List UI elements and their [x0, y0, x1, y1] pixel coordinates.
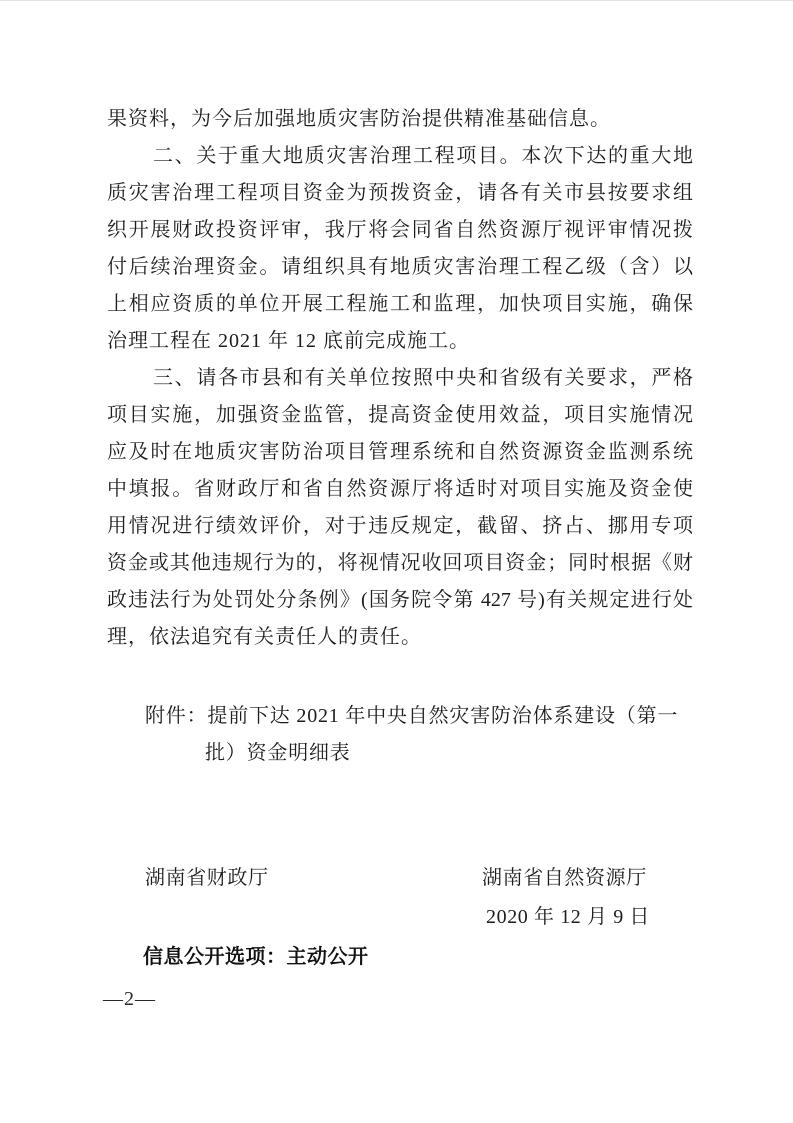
body-line: 中填报。省财政厅和省自然资源厅将适时对项目实施及资金使: [107, 478, 693, 500]
body-line: 用情况进行绩效评价，对于违反规定，截留、挤占、挪用专项: [107, 515, 693, 537]
body-line: 应及时在地质灾害防治项目管理系统和自然资源资金监测系统: [107, 441, 693, 463]
body-line: 上相应资质的单位开展工程施工和监理，加快项目实施，确保: [107, 293, 693, 315]
body-line: 资金或其他违规行为的，将视情况收回项目资金；同时根据《财: [107, 552, 693, 574]
body-line: 质灾害治理工程项目资金为预拨资金，请各有关市县按要求组: [107, 182, 693, 204]
attachment-line-2: 批）资金明细表: [205, 742, 351, 764]
body-line: 果资料，为今后加强地质灾害防治提供精准基础信息。: [107, 108, 611, 130]
body-line: 二、关于重大地质灾害治理工程项目。本次下达的重大地: [153, 145, 693, 167]
signature-left-org: 湖南省财政厅: [145, 867, 269, 889]
body-line: 理，依法追究有关责任人的责任。: [107, 626, 422, 648]
body-line: 织开展财政投资评审，我厅将会同省自然资源厅视评审情况拨: [107, 219, 693, 241]
body-line: 治理工程在 2021 年 12 底前完成施工。: [107, 330, 470, 352]
body-paragraphs: [107, 101, 693, 656]
body-line: 项目实施，加强资金监管，提高资金使用效益，项目实施情况: [107, 404, 693, 426]
body-line: 政违法行为处罚处分条例》(国务院令第 427 号)有关规定进行处: [107, 589, 693, 611]
body-line: 付后续治理资金。请组织具有地质灾害治理工程乙级（含）以: [107, 256, 693, 278]
page-number: —2—: [103, 988, 156, 1010]
attachment-line-1: 附件：提前下达 2021 年中央自然灾害防治体系建设（第一: [145, 705, 679, 727]
body-line: 三、请各市县和有关单位按照中央和省级有关要求，严格: [153, 367, 693, 389]
attachment-block: [145, 698, 705, 772]
disclosure-note: 信息公开选项：主动公开: [143, 946, 369, 968]
signature-date: 2020 年 12 月 9 日: [486, 906, 650, 928]
signature-right-org: 湖南省自然资源厅: [482, 867, 647, 889]
